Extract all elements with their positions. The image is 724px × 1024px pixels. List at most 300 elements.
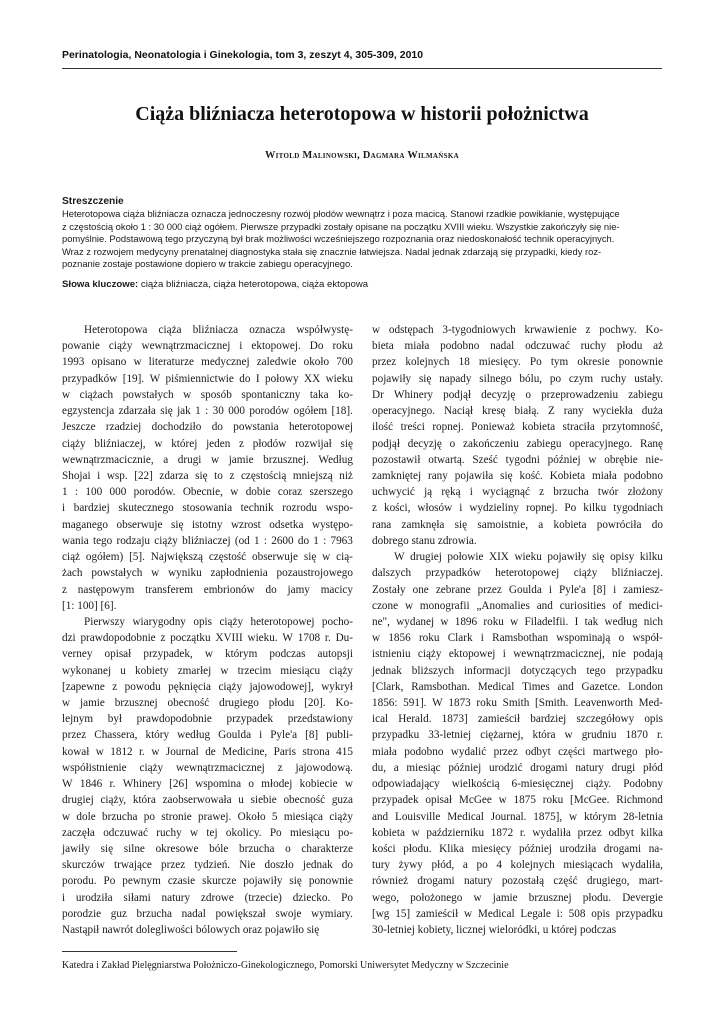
body-line	[62, 565, 353, 581]
word: jamie	[228, 453, 254, 466]
word: jednak	[372, 664, 402, 677]
word: Naciął	[443, 405, 474, 418]
word: w	[473, 891, 482, 904]
word: nich	[643, 615, 663, 628]
word: z	[62, 583, 67, 596]
word: powodu	[124, 680, 161, 693]
word: po	[143, 810, 155, 823]
word: uchwycić	[372, 486, 415, 499]
word: w	[372, 324, 381, 336]
word: Times	[522, 680, 550, 693]
word: ruchy	[156, 826, 182, 839]
word: w	[62, 810, 71, 823]
word: częstością	[240, 469, 287, 482]
word: ropnej.	[526, 502, 558, 515]
body-line	[62, 711, 353, 727]
word: and	[372, 810, 389, 823]
word: położonego	[410, 891, 463, 904]
word: Goulda	[508, 583, 542, 596]
word: Medical	[477, 907, 515, 920]
word: wsp.	[106, 469, 128, 482]
word: po	[476, 859, 488, 872]
word: urodziła	[559, 843, 597, 855]
word: opisy	[610, 551, 635, 564]
word: w	[220, 664, 229, 677]
word: Du-	[335, 632, 353, 645]
word: Po	[564, 502, 577, 515]
word: roku	[542, 794, 564, 807]
word: porodu.	[62, 875, 97, 888]
word: drugiej	[62, 794, 94, 807]
word: bliższych	[411, 664, 455, 677]
word: przypadek	[226, 713, 274, 726]
word: :	[323, 534, 327, 547]
word: to	[214, 469, 223, 482]
body-line	[372, 419, 663, 435]
word: podjął	[372, 437, 400, 450]
word: Paris	[273, 745, 296, 758]
word: po	[549, 372, 562, 385]
word: 591].	[403, 697, 427, 710]
word: prawdopodobnie	[80, 632, 156, 645]
word: z	[585, 324, 591, 336]
word: 1873]	[441, 713, 468, 726]
word: z	[160, 632, 166, 645]
word: z	[539, 486, 545, 499]
word: odczuwać	[103, 826, 148, 839]
word: roku	[483, 615, 504, 628]
word: ciąży	[154, 534, 178, 547]
abstract-text	[62, 208, 666, 271]
word: włosów	[417, 502, 453, 515]
word: czym	[568, 372, 594, 385]
word: Ko-	[645, 324, 663, 336]
word: trzecim	[237, 664, 272, 677]
word: strona	[302, 745, 330, 758]
word: zdarzała	[118, 405, 156, 418]
word: czasie	[167, 875, 196, 888]
body-line	[62, 873, 353, 889]
word: szerszego	[309, 486, 353, 499]
word: ektopowej	[448, 648, 496, 661]
body-line	[372, 582, 663, 598]
word: kresę	[482, 405, 506, 418]
word: 1708	[297, 632, 321, 645]
word: obserwuje	[252, 551, 298, 564]
word: [wg	[372, 907, 390, 920]
body-line	[372, 890, 663, 906]
body-line	[372, 809, 663, 825]
word: r.	[324, 632, 331, 645]
word: miała	[592, 469, 617, 482]
word: bardziej	[73, 502, 110, 515]
word: ciąży.	[585, 778, 612, 791]
word: po-	[338, 826, 353, 839]
word: bólu,	[519, 372, 543, 385]
word: powstania	[233, 421, 279, 434]
body-line	[62, 727, 353, 743]
word: kobieta	[522, 421, 556, 434]
word: guza	[331, 794, 353, 807]
word: kobiety	[135, 664, 169, 677]
word: się	[592, 551, 605, 564]
word: of	[612, 599, 622, 612]
word: otwartą.	[428, 453, 465, 466]
word: 000	[228, 405, 245, 418]
body-line	[62, 646, 353, 662]
word: wiarygodny	[132, 615, 186, 628]
word: r.	[139, 745, 145, 758]
footnote-rule	[62, 951, 237, 952]
word: bóle	[209, 843, 229, 855]
body-line	[62, 338, 353, 354]
word: okresie	[577, 356, 610, 369]
body-line	[372, 727, 663, 743]
word: lejnym	[62, 713, 94, 726]
word: :	[74, 486, 79, 499]
word: nadal	[181, 907, 206, 920]
word: swoje	[275, 907, 302, 920]
word: drugiego	[219, 697, 259, 710]
word: heterotopowej	[250, 615, 315, 628]
word: ciąży	[139, 761, 164, 774]
word: pojawiły	[372, 372, 412, 385]
body-line	[372, 484, 663, 500]
word: zebrane	[435, 583, 471, 596]
word: tygodni	[505, 453, 540, 466]
affiliation-footnote: Katedra i Zakład Pielęgniarstwa Położniczo-Ginekologicznego, Pomorski Uniwersytet Medyczny w Szczecinie	[62, 960, 509, 971]
word: również	[372, 875, 409, 888]
body-line	[62, 890, 353, 906]
word: silnego	[479, 372, 512, 385]
word: nie-	[645, 453, 663, 466]
word: około	[303, 356, 330, 369]
word: Największą	[150, 551, 203, 564]
word: w	[464, 907, 473, 920]
word: rany	[563, 405, 584, 418]
word: wewnątrzmacicznej,	[513, 648, 605, 661]
word: Ponieważ	[471, 421, 515, 434]
word: Journal.	[490, 810, 527, 823]
word: 1	[62, 486, 68, 499]
word: w	[440, 615, 449, 628]
word: miesiącu	[289, 826, 330, 839]
word: Medical	[477, 680, 515, 693]
word: porodów	[249, 405, 290, 418]
journal-header: Perinatologia, Neonatologia i Ginekologia, tom 3, zeszyt 4, 305-309, 2010	[62, 50, 424, 61]
word: tak	[584, 615, 599, 628]
word: skurcze	[202, 875, 237, 888]
word: 508	[568, 907, 586, 920]
word: tym	[550, 356, 569, 369]
keywords-label: Słowa kluczowe:	[62, 279, 139, 290]
body-line	[62, 517, 353, 533]
word: współistnienie	[62, 761, 127, 774]
body-line	[62, 500, 353, 516]
word: w	[564, 729, 573, 742]
word: trwające	[114, 859, 152, 872]
word: ją	[424, 486, 433, 499]
abstract-line: pomyślnie. Podstawową tego przyczyną był brak możliwości wcześniejszego rozpoznania oraz niedoskonałość technik operacyjnych.	[62, 233, 615, 244]
right-column	[372, 322, 663, 938]
abstract-line: z częstością około 1 : 30 000 ciąż ogółem. Pierwsze przypadki zostały opisane na początku XVIII wieku. Wszystkie zakończyły się nie-	[62, 220, 620, 232]
word: skurczów	[62, 859, 105, 872]
body-line	[62, 744, 353, 760]
word: napady	[439, 372, 472, 385]
word: czone	[372, 599, 399, 612]
word: jeden	[206, 437, 231, 450]
word: przez	[577, 826, 602, 839]
word: Nie	[239, 859, 256, 872]
word: Podobny	[623, 778, 663, 791]
word: i:	[556, 907, 563, 920]
word: się	[418, 372, 432, 385]
word: podają	[633, 648, 663, 661]
word: 6-miesięcznej	[511, 778, 574, 791]
word: w	[151, 567, 160, 580]
word: stosowania	[182, 502, 233, 515]
body-line	[372, 679, 663, 695]
word: płód	[643, 761, 663, 774]
word: i	[469, 486, 473, 499]
word: decyzję	[481, 388, 516, 401]
body-line	[62, 436, 353, 452]
word: rany	[427, 469, 448, 482]
word: bieta	[372, 340, 394, 353]
word: [McGee.	[570, 794, 610, 807]
body-line	[372, 711, 663, 727]
word: rodzaju	[116, 534, 151, 547]
body-line	[372, 387, 663, 403]
word: 000	[109, 486, 127, 499]
word: przypadek	[372, 794, 419, 807]
word: spontaniczny	[241, 388, 301, 401]
word: październiku	[426, 826, 485, 839]
word: pozaustrojowego	[276, 567, 353, 580]
word: brzucha	[102, 810, 138, 823]
word: miesiąca	[283, 810, 323, 823]
word: 415	[336, 745, 353, 758]
word: heterotopowej	[288, 421, 353, 434]
word: Ko-	[335, 697, 353, 710]
body-line	[372, 500, 663, 516]
word: Devergie	[622, 891, 663, 904]
word: 1873	[448, 697, 471, 710]
word: kobieta	[553, 518, 587, 531]
word: 1812	[110, 745, 133, 758]
word: odbyt	[608, 826, 634, 839]
word: przypadku	[615, 664, 663, 677]
word: odbyt	[525, 745, 551, 758]
word: Medical	[447, 810, 484, 823]
word: informacji	[464, 664, 511, 677]
word: ciąży	[62, 437, 86, 450]
body-line	[62, 354, 353, 370]
word: operacyjnego.	[372, 405, 436, 418]
body-line	[372, 452, 663, 468]
word: ne",	[372, 615, 390, 628]
word: opis	[591, 907, 610, 920]
word: miała	[372, 745, 397, 758]
word: o	[248, 778, 254, 791]
word: zdarza	[159, 469, 189, 482]
word: dole	[76, 810, 96, 823]
word: drogami	[603, 843, 642, 855]
word: do	[651, 518, 663, 531]
word: mniejszą	[292, 469, 333, 482]
word: ko-	[338, 388, 353, 401]
word: w	[344, 778, 353, 791]
word: początku	[170, 632, 211, 645]
word: do	[211, 421, 223, 434]
word: pojawiły	[547, 551, 587, 564]
body-line	[372, 598, 663, 614]
word: technik	[240, 502, 274, 515]
word: i	[613, 583, 617, 596]
word: autopsji	[317, 648, 353, 661]
word: jamie	[492, 891, 518, 904]
word: zakończeniu	[462, 437, 519, 450]
word: w	[569, 810, 578, 823]
body-line	[62, 760, 353, 776]
word: oznacza	[249, 324, 286, 336]
word: twór	[597, 486, 619, 499]
body-line	[372, 565, 663, 581]
word: i	[459, 502, 463, 515]
article-authors: Witold Malinowski, Dagmara Wilmańska	[265, 150, 459, 161]
word: nadal	[490, 340, 515, 353]
word: a	[393, 761, 399, 774]
word: Ramsbothan.	[411, 680, 470, 693]
word: natury	[161, 891, 191, 904]
word: I	[255, 372, 260, 385]
word: pęknięcia	[168, 680, 212, 693]
word: roku	[476, 697, 497, 710]
word: pocho-	[321, 615, 353, 628]
word: podobno	[623, 469, 663, 482]
body-line: [1: 100] [6].	[62, 599, 117, 612]
body-line	[62, 403, 353, 419]
word: London	[628, 680, 663, 693]
word: skutecznego	[118, 502, 174, 515]
word: wspomina	[195, 778, 242, 791]
word: wyniku	[168, 567, 202, 580]
word: bardziej	[530, 713, 567, 726]
word: kości	[372, 843, 396, 855]
word: kilka	[640, 826, 663, 839]
word: o	[449, 437, 456, 450]
word: części	[558, 745, 586, 758]
word: [20].	[304, 697, 326, 710]
word: i	[62, 502, 66, 515]
word: piśmiennictwie	[165, 372, 234, 385]
word: powiększał	[215, 907, 266, 920]
word: później	[518, 843, 552, 855]
word: medycznej	[201, 356, 250, 369]
word: wieku	[325, 372, 353, 385]
word: Kobieta	[549, 469, 586, 482]
word: cią-	[336, 551, 353, 564]
word: drugiego,	[586, 875, 630, 888]
word: miesiącu	[280, 664, 321, 677]
word: 15]	[395, 907, 411, 920]
word: obecność	[167, 697, 210, 710]
word: kobieta	[372, 826, 405, 839]
word: się	[195, 469, 208, 482]
word: XIX	[489, 551, 509, 564]
body-line	[62, 484, 353, 500]
word: curiosities	[559, 599, 606, 612]
word: i	[259, 729, 263, 742]
word: :	[205, 405, 209, 418]
body-line	[372, 338, 663, 354]
body-line	[372, 403, 663, 419]
word: rzadziej	[105, 421, 142, 434]
body-line	[62, 630, 353, 646]
word: :	[263, 534, 267, 547]
word: zdrowe	[200, 891, 234, 904]
body-line	[372, 776, 663, 792]
word: dochodziło	[151, 421, 202, 434]
word: jamy	[287, 583, 310, 596]
body-line	[372, 744, 663, 760]
word: płodu.	[403, 843, 432, 855]
word: którym	[224, 648, 258, 661]
body-line	[62, 825, 353, 841]
word: podczas	[269, 648, 306, 661]
word: częstość	[208, 551, 247, 564]
word: 1870	[625, 729, 648, 742]
word: 1846	[79, 778, 103, 791]
word: kował	[62, 745, 90, 758]
word: obrębie	[604, 453, 638, 466]
word: ciąży	[219, 615, 244, 628]
word: wspominają	[556, 632, 611, 645]
word: [8]	[305, 729, 319, 742]
body-line	[62, 468, 353, 484]
body-line	[62, 792, 353, 808]
word: taka	[309, 388, 329, 401]
word: W	[394, 551, 405, 564]
word: wania	[62, 534, 89, 547]
word: dziecko.	[292, 891, 331, 904]
word: wydzieliny	[469, 502, 520, 515]
word: w	[154, 437, 163, 450]
word: zabiegu	[628, 388, 663, 401]
abstract-heading: Streszczenie	[62, 196, 124, 207]
word: kolejnych	[510, 859, 555, 872]
word: Chassera,	[94, 729, 138, 742]
body-line	[62, 387, 353, 403]
word: się	[500, 469, 513, 482]
word: ponownie	[618, 356, 663, 369]
word: roku	[332, 340, 353, 353]
word: drogami	[530, 761, 568, 774]
word: opisał	[425, 794, 453, 807]
word: do	[297, 534, 310, 547]
keywords-text: ciąża bliźniacza, ciąża heterotopowa, ciąża ektopowa	[138, 279, 369, 290]
word: wieku.	[247, 632, 278, 645]
word: tej	[206, 826, 218, 839]
word: Pierwszy	[84, 615, 126, 628]
word: 18	[458, 356, 470, 369]
word: opisano	[91, 356, 127, 369]
word: jamie	[80, 697, 105, 710]
body-line	[62, 663, 353, 679]
word: powstałych	[91, 567, 143, 580]
word: wewnątrzmacicznej	[175, 761, 265, 774]
word: miesięcy.	[478, 356, 521, 369]
